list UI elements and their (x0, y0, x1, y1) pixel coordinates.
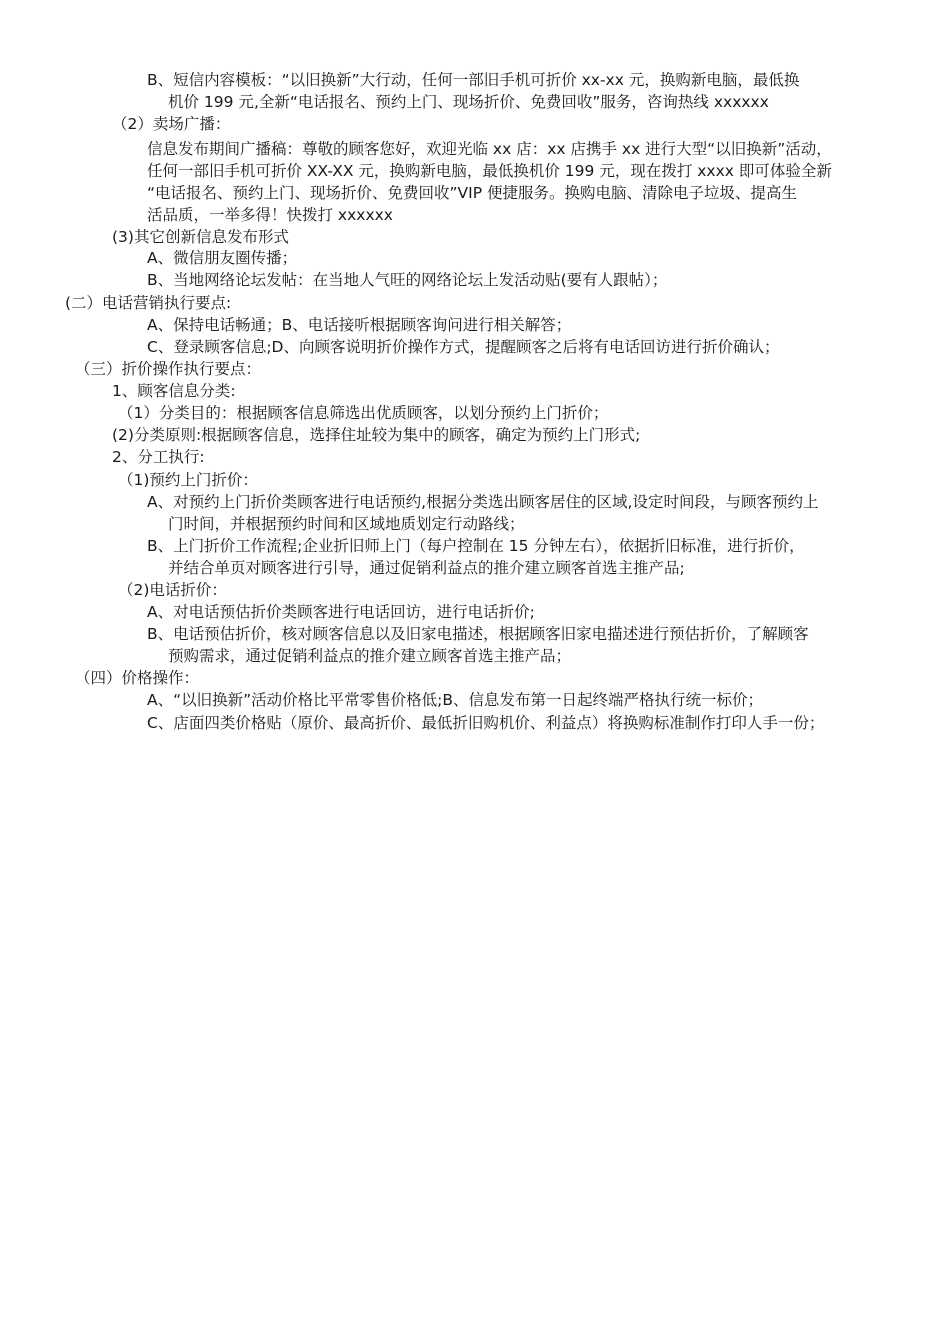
text-line: 任何一部旧手机可折价 XX-XX 元，换购新电脑，最低换机价 199 元，现在拨打 xxxx 即可体验全新 (147, 162, 832, 180)
text-line: 1、顾客信息分类: (112, 382, 236, 400)
text-line: A、对预约上门折价类顾客进行电话预约,根据分类选出顾客居住的区域,设定时间段，与顾客预约上 (147, 493, 819, 511)
text-line: (2)分类原则:根据顾客信息，选择住址较为集中的顾客，确定为预约上门形式; (112, 426, 641, 444)
text-line: B、短信内容模板：“以旧换新”大行动，任何一部旧手机可折价 xx-xx 元，换购新电脑，最低换 (147, 71, 800, 89)
text-line: B、电话预估折价，核对顾客信息以及旧家电描述，根据顾客旧家电描述进行预估折价，了解顾客 (147, 625, 809, 643)
section-heading: （四）价格操作： (75, 669, 200, 687)
section-heading: （三）折价操作执行要点： (75, 360, 262, 378)
text-line: 并结合单页对顾客进行引导，通过促销利益点的推介建立顾客首选主推产品; (168, 559, 685, 577)
text-line: 预购需求，通过促销利益点的推介建立顾客首选主推产品； (168, 647, 572, 665)
text-line: B、当地网络论坛发帖：在当地人气旺的网络论坛上发活动贴(要有人跟帖）； (147, 271, 668, 289)
text-line: （1）分类目的：根据顾客信息筛选出优质顾客，以划分预约上门折价； (118, 404, 609, 422)
text-line: C、登录顾客信息;D、向顾客说明折价操作方式，提醒顾客之后将有电话回访进行折价确认； (147, 338, 780, 356)
text-line: (3)其它创新信息发布形式 (112, 228, 289, 246)
text-line: （2)电话折价： (118, 581, 227, 599)
text-line: 2、分工执行: (112, 448, 205, 466)
text-line: 机价 199 元,全新“电话报名、预约上门、现场折价、免费回收”服务，咨询热线 xxxxxx (168, 93, 769, 111)
section-heading: (二）电话营销执行要点: (65, 294, 232, 312)
text-line: A、微信朋友圈传播； (147, 249, 298, 267)
text-line: B、上门折价工作流程;企业折旧师上门（每户控制在 15 分钟左右），依据折旧标准，进行折价， (147, 537, 805, 555)
text-line: （2）卖场广播： (112, 115, 231, 133)
text-line: C、店面四类价格贴（原价、最高折价、最低折旧购机价、利益点）将换购标准制作打印人手一份； (147, 714, 825, 732)
text-line: 门时间，并根据预约时间和区域地质划定行动路线； (168, 515, 525, 533)
text-line: “电话报名、预约上门、现场折价、免费回收”VIP 便捷服务。换购电脑、清除电子垃圾、提高生 (147, 184, 798, 202)
text-line: 信息发布期间广播稿：尊敬的顾客您好，欢迎光临 xx 店：xx 店携手 xx 进行大型“以旧换新”活动， (147, 140, 832, 158)
text-line: A、“以旧换新”活动价格比平常零售价格低;B、信息发布第一日起终端严格执行统一标价； (147, 691, 764, 709)
text-line: （1)预约上门折价： (118, 471, 258, 489)
text-line: 活品质，一举多得！快拨打 xxxxxx (147, 206, 393, 224)
text-line: A、对电话预估折价类顾客进行电话回访，进行电话折价; (147, 603, 535, 621)
text-line: A、保持电话畅通；B、电话接听根据顾客询问进行相关解答； (147, 316, 572, 334)
